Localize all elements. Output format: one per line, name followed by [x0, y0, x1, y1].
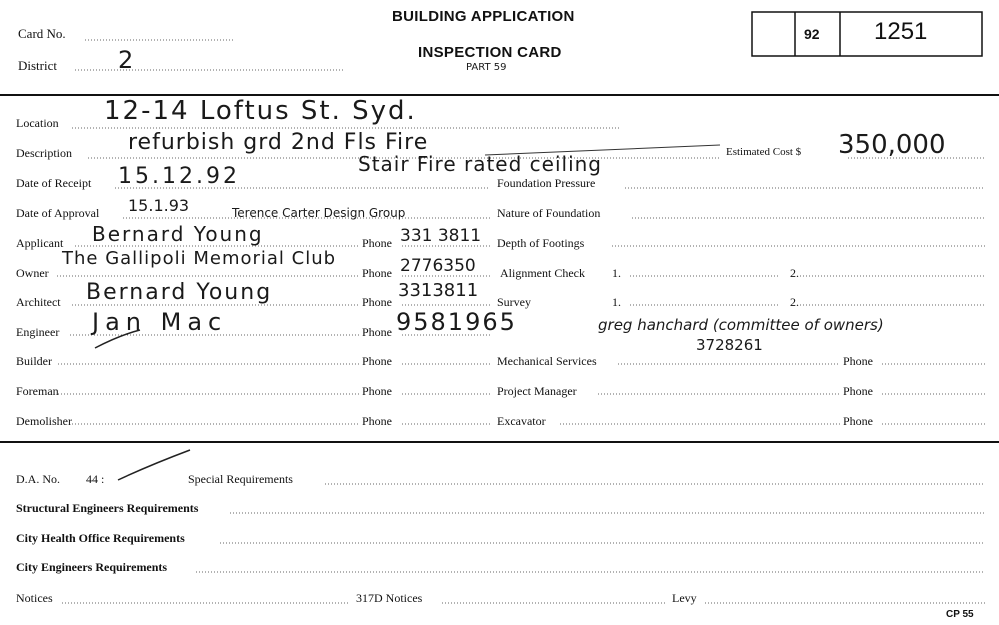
builder-phone-label: Phone — [362, 354, 392, 368]
notices-317d-label: 317D Notices — [356, 591, 423, 605]
engineer-label: Engineer — [16, 325, 60, 339]
alignment-1: 1. — [612, 266, 621, 280]
date-approval-label: Date of Approval — [16, 206, 100, 220]
card-number-box — [752, 12, 982, 56]
architect-phone: 3313811 — [398, 280, 479, 301]
mechanical-label: Mechanical Services — [497, 354, 597, 368]
demolisher-label: Demolisher — [16, 414, 72, 428]
description-label: Description — [16, 146, 72, 160]
district-value: 2 — [118, 46, 134, 74]
form-title: BUILDING APPLICATION — [392, 8, 575, 25]
estimated-cost-value: 350,000 — [838, 130, 946, 160]
depth-footings-label: Depth of Footings — [497, 236, 585, 250]
special-requirements-label: Special Requirements — [188, 472, 293, 486]
notices-label: Notices — [16, 591, 53, 605]
engineer-phone: 9581965 — [396, 308, 517, 336]
survey-1: 1. — [612, 295, 621, 309]
survey-label: Survey — [497, 295, 531, 309]
alignment-2: 2. — [790, 266, 799, 280]
engineer-note: greg hanchard (committee of owners) — [598, 316, 884, 334]
owner-label: Owner — [16, 266, 49, 280]
demolisher-phone-label: Phone — [362, 414, 392, 428]
form-subtitle: INSPECTION CARD — [418, 44, 562, 61]
footer-code: CP 55 — [946, 609, 974, 620]
applicant-label: Applicant — [16, 236, 64, 250]
foundation-pressure-label: Foundation Pressure — [497, 176, 596, 190]
project-manager-phone-label: Phone — [843, 384, 873, 398]
date-approval-value: 15.1.93 — [128, 196, 190, 215]
district-label: District — [18, 58, 57, 73]
owner-phone: 2776350 — [400, 256, 476, 276]
card-no-label: Card No. — [18, 26, 66, 41]
excavator-phone-label: Phone — [843, 414, 873, 428]
mechanical-phone-label: Phone — [843, 354, 873, 368]
architect-phone-label: Phone — [362, 295, 392, 309]
foreman-label: Foreman — [16, 384, 59, 398]
engineer-note-phone: 3728261 — [696, 336, 763, 354]
location-label: Location — [16, 116, 59, 130]
builder-label: Builder — [16, 354, 52, 368]
date-receipt-label: Date of Receipt — [16, 176, 92, 190]
excavator-label: Excavator — [497, 414, 546, 428]
levy-label: Levy — [672, 591, 697, 605]
structural-requirements-label: Structural Engineers Requirements — [16, 501, 199, 515]
estimated-cost-label: Estimated Cost $ — [726, 146, 802, 158]
foreman-phone-label: Phone — [362, 384, 392, 398]
engineer-value: Jan Mac — [92, 308, 228, 336]
card-number-prefix: 92 — [804, 26, 820, 42]
location-value: 12-14 Loftus St. Syd. — [104, 96, 417, 126]
da-value: 44 : — [86, 472, 105, 486]
applicant-phone: 331 3811 — [400, 226, 482, 246]
architect-value: Bernard Young — [86, 280, 273, 305]
description-value: refurbish grd 2nd Fls Fire — [128, 130, 429, 155]
architect-label: Architect — [16, 295, 61, 309]
applicant-phone-label: Phone — [362, 236, 392, 250]
description-value-2: Stair Fire rated ceiling — [358, 152, 602, 176]
applicant-value: Bernard Young — [92, 222, 264, 246]
owner-value: The Gallipoli Memorial Club — [62, 248, 337, 269]
city-engineers-label: City Engineers Requirements — [16, 560, 168, 574]
health-requirements-label: City Health Office Requirements — [16, 531, 185, 545]
nature-foundation-label: Nature of Foundation — [497, 206, 601, 220]
engineer-phone-label: Phone — [362, 325, 392, 339]
applicant-note: Terence Carter Design Group — [232, 206, 406, 220]
date-receipt-value: 15.12.92 — [118, 164, 240, 189]
survey-2: 2. — [790, 295, 799, 309]
card-number: 1251 — [874, 18, 928, 45]
da-label: D.A. No. — [16, 472, 60, 486]
alignment-label: Alignment Check — [500, 266, 585, 280]
project-manager-label: Project Manager — [497, 384, 577, 398]
form-note: PART 59 — [466, 62, 507, 73]
owner-phone-label: Phone — [362, 266, 392, 280]
